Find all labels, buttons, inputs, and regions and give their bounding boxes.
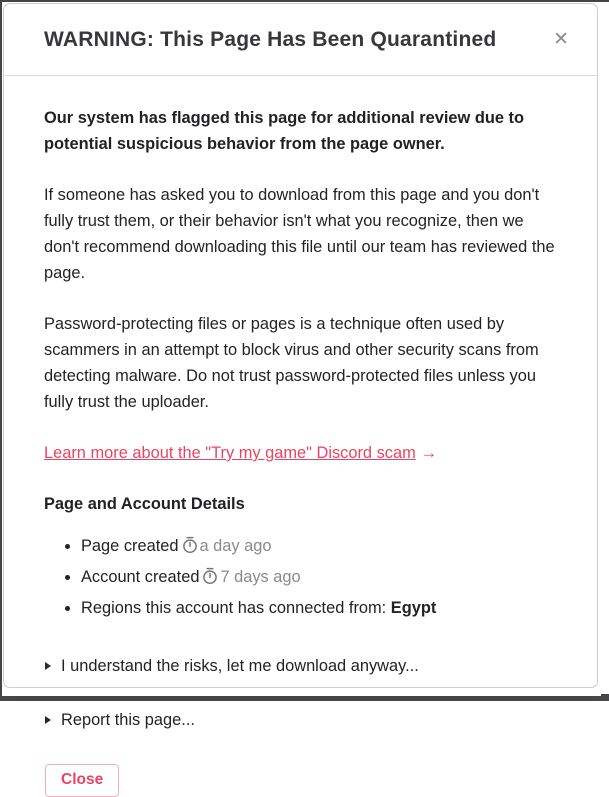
fact-account-created [81,565,557,590]
close-icon[interactable]: ✕ [549,30,573,49]
fact-region-value: Egypt [390,599,437,617]
stopwatch-icon [202,567,218,585]
fact-time: 7 days ago [220,568,301,586]
window-edge-bottom [0,696,609,701]
triangle-right-icon [45,662,51,670]
advice-paragraph: If someone has asked you to download from this page and you don't fully trust them, or their behavior isn't what you recognize, then we don't recommend downloading this file until our team has reviewed the page. [44,186,555,282]
fact-label: Regions this account has connected from: [81,599,387,617]
fact-time: a day ago [199,537,272,555]
close-button[interactable]: Close [45,764,119,797]
summary-label: Report this page... [61,711,195,729]
scam-link-row [44,440,557,466]
window-edge-corner [601,694,609,701]
window-edge-top [0,0,609,2]
summary-label: I understand the risks, let me download anyway... [61,657,419,675]
scam-info-link[interactable]: Learn more about the "Try my game" Discord scam [44,444,416,462]
download-anyway-disclosure [44,654,557,679]
report-page-summary[interactable] [44,708,557,733]
modal-title: WARNING: This Page Has Been Quarantined [44,27,497,51]
stopwatch-icon [182,536,198,554]
flagged-paragraph: Our system has flagged this page for additional review due to potential suspicious behavior from the page owner. [44,109,524,153]
modal-header [4,4,597,76]
password-warning-paragraph: Password-protecting files or pages is a technique often used by scammers in an attempt to block virus and other security scans from detecting malware. Do not trust password-protected files unless you fully trust the uploader. [44,315,539,411]
modal-body [4,76,597,797]
fact-label: Page created [81,537,179,555]
fact-regions [81,596,557,621]
details-heading: Page and Account Details [44,495,245,513]
quarantine-warning-modal [3,3,598,788]
window-edge-left [0,0,2,701]
fact-label: Account created [81,568,200,586]
account-facts-list [44,534,557,621]
arrow-right-icon: → [420,444,438,462]
triangle-right-icon [45,716,51,724]
download-anyway-summary[interactable] [44,654,557,679]
fact-page-created [81,534,557,559]
report-page-disclosure [44,708,557,733]
